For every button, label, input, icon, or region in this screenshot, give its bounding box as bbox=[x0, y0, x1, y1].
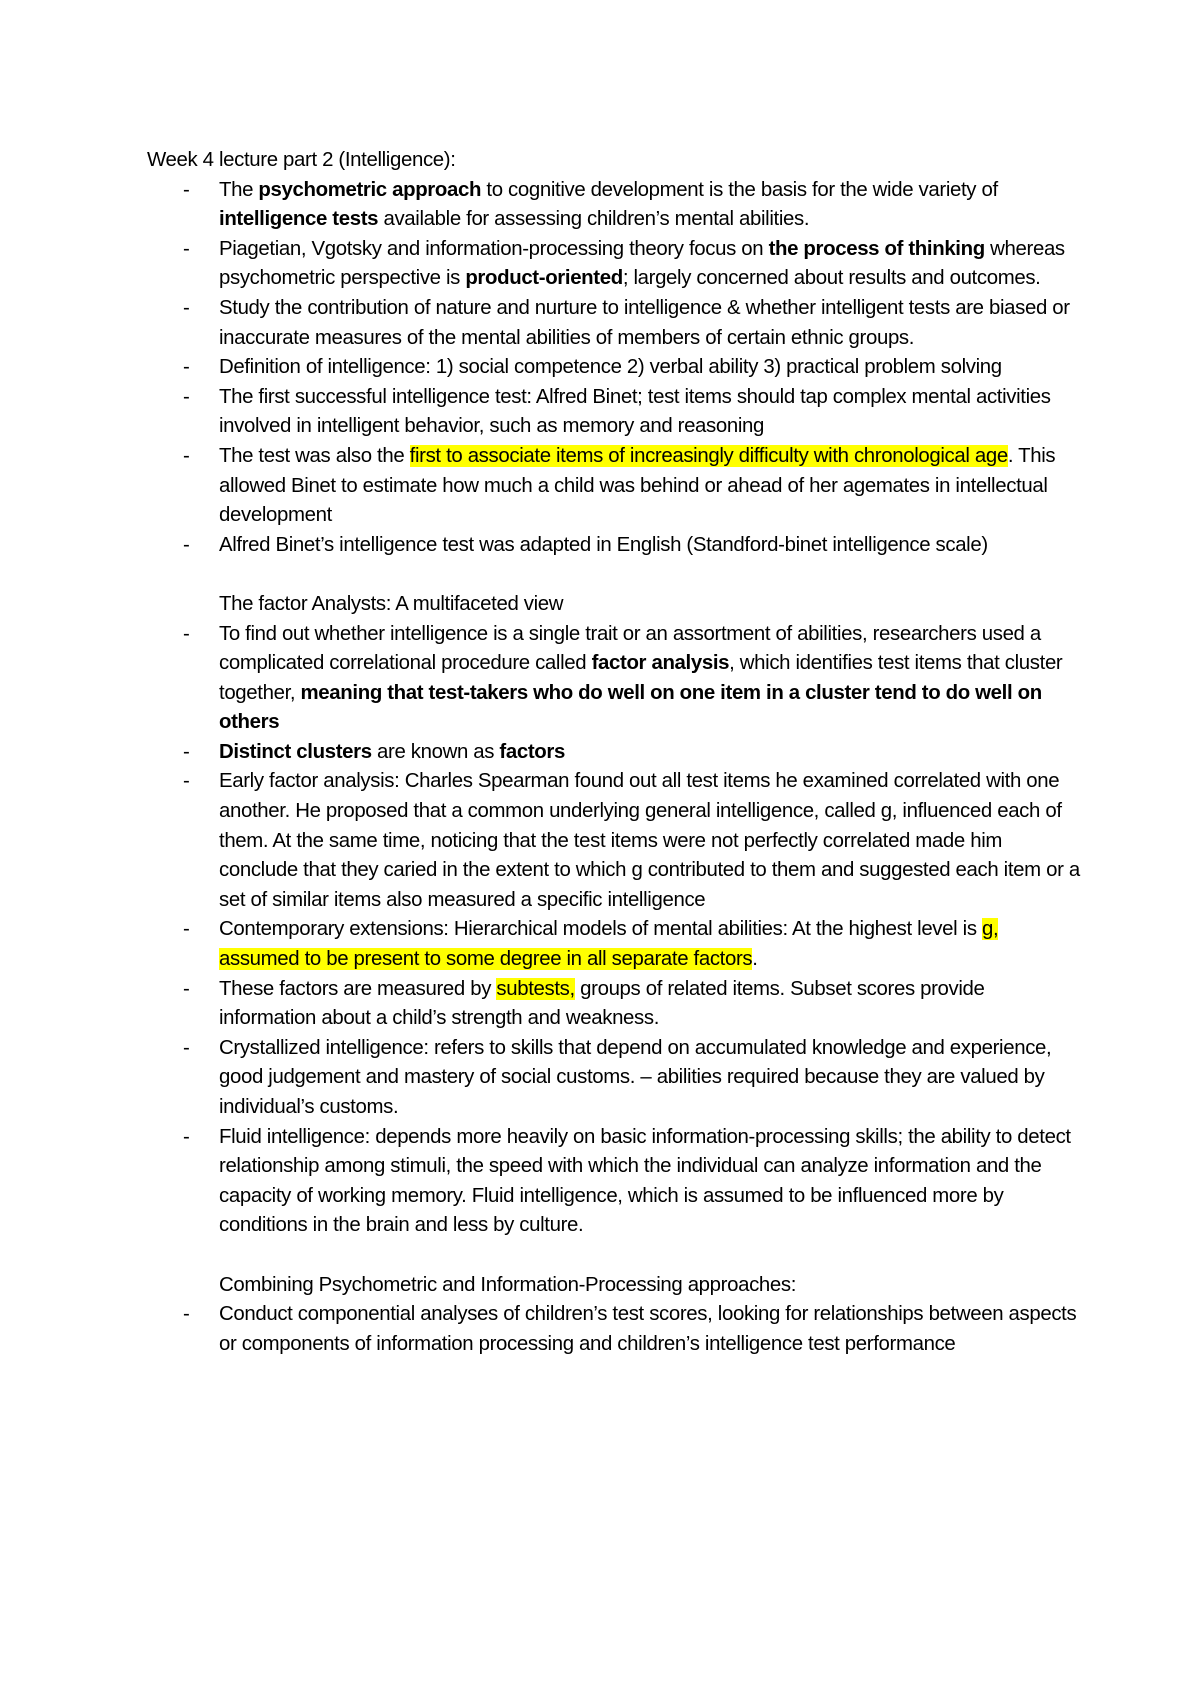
bullet-list bbox=[147, 1300, 1082, 1359]
bullet-dash: - bbox=[183, 1125, 190, 1148]
text-run: whereas psychometric perspective is bbox=[219, 237, 1065, 290]
bullet-dash: - bbox=[183, 918, 190, 941]
text-run: The first successful intelligence test: Alfred Binet; test items should tap complex mental activities involved in intelligent behavior, such as memory and reasoning bbox=[219, 385, 1051, 438]
bullet-item bbox=[147, 620, 1082, 738]
highlighted-text: subtests, bbox=[496, 977, 575, 1000]
bold-text: factor analysis bbox=[591, 652, 730, 675]
text-run: Alfred Binet’s intelligence test was adapted in English (Standford-binet intelligence scale) bbox=[219, 533, 988, 556]
text-run: To find out whether intelligence is a single trait or an assortment of abilities, researchers used a complicated correlational procedure called bbox=[219, 622, 1041, 675]
bold-text: psychometric approach bbox=[258, 178, 482, 201]
bullet-dash: - bbox=[183, 622, 190, 645]
bullet-dash: - bbox=[183, 1036, 190, 1059]
bullet-dash: - bbox=[183, 296, 190, 319]
bullet-dash: - bbox=[183, 385, 190, 408]
text-run: are known as bbox=[371, 740, 500, 763]
text-run: Conduct componential analyses of children’s test scores, looking for relationships between aspects or components of information processing and children’s intelligence test performance bbox=[219, 1303, 1077, 1355]
bullet-item bbox=[147, 294, 1082, 353]
bold-text: intelligence tests bbox=[219, 208, 379, 231]
text-run: Contemporary extensions: Hierarchical models of mental abilities: At the highest level is bbox=[219, 918, 982, 941]
bullet-dash: - bbox=[183, 533, 190, 556]
bullet-dash: - bbox=[183, 237, 190, 260]
bold-text: product-oriented bbox=[465, 267, 623, 290]
bullet-item bbox=[147, 767, 1082, 915]
highlighted-text: g, assumed to be present to some degree in all separate factors bbox=[219, 918, 999, 971]
text-run: The bbox=[219, 178, 259, 201]
bullet-dash: - bbox=[183, 1303, 190, 1326]
section-gap bbox=[147, 1241, 1082, 1271]
bullet-item bbox=[147, 383, 1082, 442]
text-run: Early factor analysis: Charles Spearman found out all test items he examined correlated with one another. He proposed that a common underlying general intelligence, called g, influenced each of them. At the same time, noticing that the test items were not perfectly correlated made him conclude that they caried in the extent to which g contributed to them and suggested each item or a set of similar items also measured a specific intelligence bbox=[219, 770, 1080, 911]
bullet-list bbox=[147, 176, 1082, 561]
text-run: Definition of intelligence: 1) social competence 2) verbal ability 3) practical problem solving bbox=[219, 356, 1002, 379]
bullet-dash: - bbox=[183, 356, 190, 379]
text-run: . This allowed Binet to estimate how much a child was behind or ahead of her agemates in intellectual development bbox=[219, 444, 1056, 527]
highlighted-text: first to associate items of increasingly difficulty with chronological age bbox=[409, 444, 1008, 467]
bullet-item bbox=[147, 353, 1082, 383]
bullet-dash: - bbox=[183, 770, 190, 793]
bullet-dash: - bbox=[183, 178, 190, 201]
text-run: These factors are measured by bbox=[219, 977, 497, 1000]
text-run: Fluid intelligence: depends more heavily on basic information-processing skills; the ability to detect relationship among stimuli, the speed with which the individual can analyze information and the capacity of working memory. Fluid intelligence, which is assumed to be influenced more by conditions in the brain and less by culture. bbox=[219, 1125, 1071, 1237]
bold-text: Distinct clusters bbox=[219, 740, 372, 763]
section-gap bbox=[147, 560, 1082, 590]
bullet-item bbox=[147, 738, 1082, 768]
bullet-item bbox=[147, 1123, 1082, 1241]
text-run: Study the contribution of nature and nurture to intelligence & whether intelligent tests are biased or inaccurate measures of the mental abilities of members of certain ethnic groups. bbox=[219, 296, 1070, 349]
bullet-dash: - bbox=[183, 977, 190, 1000]
bold-text: factors bbox=[499, 740, 565, 763]
text-run: , which identifies test items that cluster together, bbox=[219, 652, 1063, 704]
document-title: Week 4 lecture part 2 (Intelligence): bbox=[147, 149, 456, 171]
text-run: ; largely concerned about results and outcomes. bbox=[622, 267, 1041, 290]
section-heading: The factor Analysts: A multifaceted view bbox=[219, 592, 564, 615]
bullet-list bbox=[147, 620, 1082, 1241]
text-run: Piagetian, Vgotsky and information-processing theory focus on bbox=[219, 237, 769, 260]
text-run: . bbox=[752, 948, 758, 971]
bold-text: the process of thinking bbox=[768, 237, 985, 260]
bullet-item bbox=[147, 235, 1082, 294]
bullet-item bbox=[147, 975, 1082, 1034]
bullet-item bbox=[147, 1300, 1082, 1359]
bullet-dash: - bbox=[183, 444, 190, 467]
text-run: to cognitive development is the basis for the wide variety of bbox=[481, 178, 998, 201]
bullet-item bbox=[147, 915, 1082, 974]
section-heading: Combining Psychometric and Information-Processing approaches: bbox=[219, 1273, 797, 1296]
bullet-dash: - bbox=[183, 740, 190, 763]
document-body bbox=[147, 146, 1082, 1359]
text-run: Crystallized intelligence: refers to skills that depend on accumulated knowledge and experience, good judgement and mastery of social customs. – abilities required because they are valued by individual’s customs. bbox=[219, 1036, 1052, 1118]
bullet-item bbox=[147, 531, 1082, 561]
bold-text: meaning that test-takers who do well on one item in a cluster tend to do well on others bbox=[219, 681, 1042, 734]
text-run: groups of related items. Subset scores provide information about a child’s strength and weakness. bbox=[219, 977, 985, 1030]
sections-container bbox=[147, 176, 1082, 1360]
text-run: The test was also the bbox=[219, 444, 410, 467]
bullet-item bbox=[147, 1034, 1082, 1123]
text-run: available for assessing children’s mental abilities. bbox=[378, 208, 810, 231]
bullet-item bbox=[147, 442, 1082, 531]
bullet-item bbox=[147, 176, 1082, 235]
